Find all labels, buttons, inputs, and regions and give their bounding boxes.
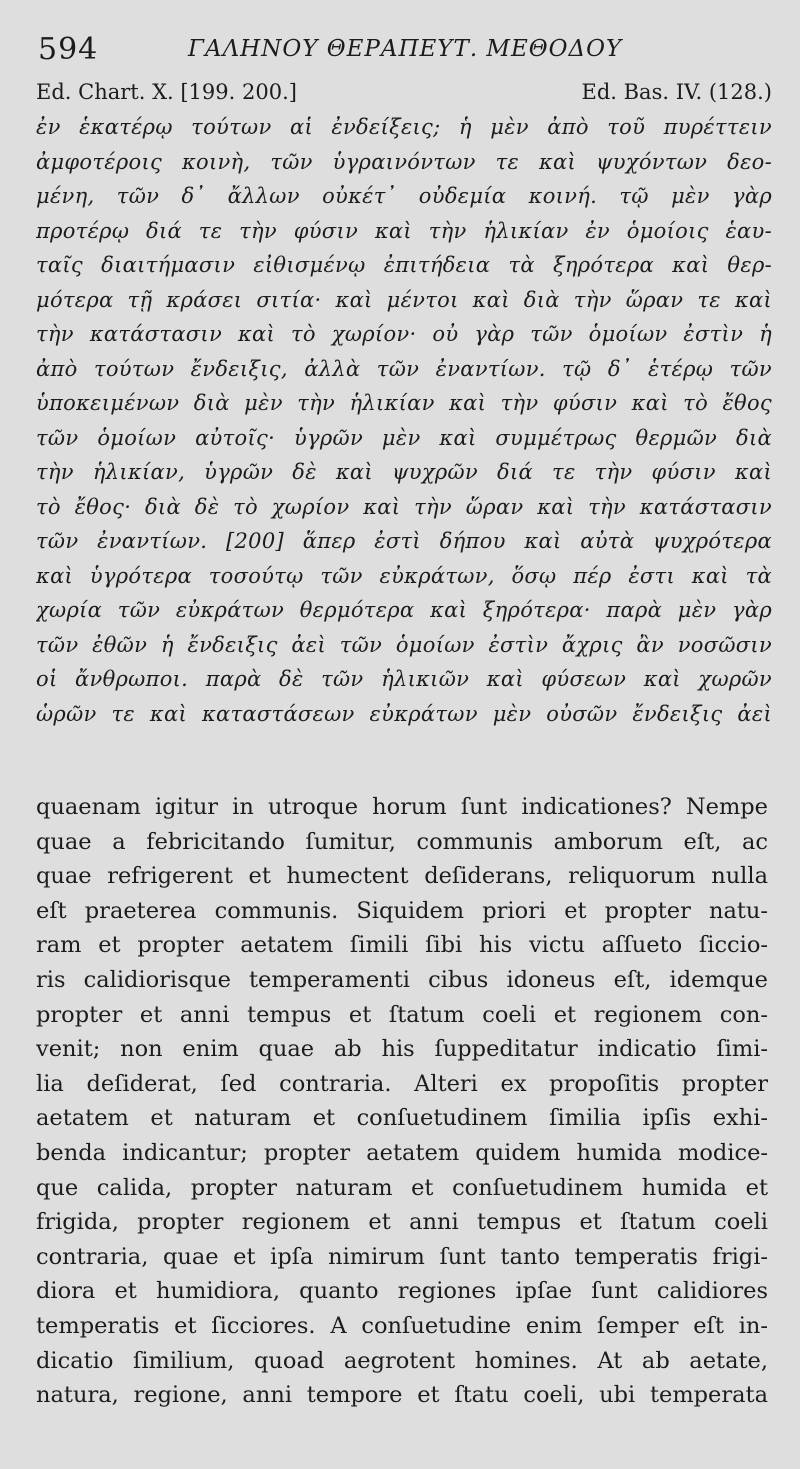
latin-text-line: lia deſiderat, ſed contraria. Alteri ex propoſitis propter xyxy=(36,1070,768,1097)
latin-text-line: que calida, propter naturam et conſuetudinem humida et xyxy=(36,1174,768,1201)
latin-text-line: quaenam igitur in utroque horum ſunt indicationes? Nempe xyxy=(36,794,768,820)
running-title: ΓΑΛΗΝΟΥ ΘΕΡΑΠΕΥΤ. ΜΕΘΟΔΟΥ xyxy=(188,36,623,62)
greek-text-line: ἀπὸ τούτων ἔνδειξις, ἀλλὰ τῶν ἐναντίων. τῷ δ᾽ ἑτέρῳ τῶν xyxy=(36,356,772,381)
greek-text-line: ἀμφοτέροις κοινὴ, τῶν ὑγραινόντων τε καὶ ψυχόντων δεο- xyxy=(36,149,772,174)
greek-text-line: ἐν ἑκατέρῳ τούτων αἱ ἐνδείξεις; ἡ μὲν ἀπὸ τοῦ πυρέττειν xyxy=(36,115,772,139)
greek-text-line: χωρία τῶν εὐκράτων θερμότερα καὶ ξηρότερα· παρὰ μὲν γὰρ xyxy=(36,598,772,622)
greek-text-line: ταῖς διαιτήμασιν εἰθισμένῳ ἐπιτήδεια τὰ ξηρότερα καὶ θερ- xyxy=(36,253,772,277)
latin-text-line: benda indicantur; propter aetatem quidem humida modice- xyxy=(36,1139,768,1166)
edition-chartier-ref: Ed. Chart. X. [199. 200.] xyxy=(36,80,297,104)
greek-text-block xyxy=(36,110,772,731)
greek-text-line: καὶ ὑγρότερα τοσούτῳ τῶν εὐκράτων, ὅσῳ πέρ ἐστι καὶ τὰ xyxy=(36,563,772,588)
latin-translation-block xyxy=(36,790,768,1413)
latin-text-line: diora et humidiora, quanto regiones ipſae ſunt calidiores xyxy=(36,1278,768,1305)
greek-text-line: τὴν κατάστασιν καὶ τὸ χωρίον· οὐ γὰρ τῶν ὁμοίων ἐστὶν ἡ xyxy=(36,322,772,346)
latin-text-line: eſt praeterea communis. Siquidem priori et propter natu- xyxy=(36,897,768,924)
latin-text-line: ram et propter aetatem ſimili ſibi his victu aſſueto ſiccio- xyxy=(36,932,768,959)
greek-text-line: ὡρῶν τε καὶ καταστάσεων εὐκράτων μὲν οὐσῶν ἔνδειξις ἀεὶ xyxy=(36,701,772,726)
greek-text-line: προτέρῳ διά τε τὴν φύσιν καὶ τὴν ἡλικίαν ἐν ὁμοίοις ἑαυ- xyxy=(36,218,772,243)
edition-basel-ref: Ed. Bas. IV. (128.) xyxy=(581,80,772,104)
latin-text-line: venit; non enim quae ab his ſuppeditatur indicatio ſimi- xyxy=(36,1036,768,1063)
latin-text-line: contraria, quae et ipſa nimirum ſunt tanto temperatis frigi- xyxy=(36,1243,768,1270)
latin-text-line: aetatem et naturam et conſuetudinem ſimilia ipſis exhi- xyxy=(36,1105,768,1132)
latin-text-line: dicatio ſimilium, quoad aegrotent homines. At ab aetate, xyxy=(36,1347,768,1374)
greek-text-line: μότερα τῇ κράσει σιτία· καὶ μέντοι καὶ διὰ τὴν ὥραν τε καὶ xyxy=(36,287,772,312)
greek-text-line: μένη, τῶν δ᾽ ἄλλων οὐκέτ᾽ οὐδεμία κοινή. τῷ μὲν γὰρ xyxy=(36,184,772,208)
latin-text-line: ris calidiorisque temperamenti cibus idoneus eſt, idemque xyxy=(36,966,768,993)
greek-text-line: τὸ ἔθος· διὰ δὲ τὸ χωρίον καὶ τὴν ὥραν καὶ τὴν κατάστασιν xyxy=(36,494,772,519)
latin-text-line: propter et anni tempus et ſtatum coeli et regionem con- xyxy=(36,1001,768,1028)
latin-text-line: quae a febricitando ſumitur, communis amborum eſt, ac xyxy=(36,828,768,855)
greek-text-line: τῶν ἐθῶν ἡ ἔνδειξις ἀεὶ τῶν ὁμοίων ἐστὶν ἄχρις ἂν νοσῶσιν xyxy=(36,632,772,657)
greek-text-line: οἱ ἄνθρωποι. παρὰ δὲ τῶν ἡλικιῶν καὶ φύσεων καὶ χωρῶν xyxy=(36,667,772,691)
edition-reference-line xyxy=(36,80,772,110)
latin-text-line: quae refrigerent et humectent deſiderans, reliquorum nulla xyxy=(36,863,768,890)
page-header xyxy=(32,30,772,70)
greek-text-line: ὑποκειμένων διὰ μὲν τὴν ἡλικίαν καὶ τὴν φύσιν καὶ τὸ ἔθος xyxy=(36,391,772,415)
greek-text-line: τῶν ὁμοίων αὐτοῖς· ὑγρῶν μὲν καὶ συμμέτρως θερμῶν διὰ xyxy=(36,425,772,450)
page-number: 594 xyxy=(38,32,99,67)
latin-text-line: natura, regione, anni tempore et ſtatu coeli, ubi temperata xyxy=(36,1382,768,1409)
latin-text-line: temperatis et ſicciores. A conſuetudine enim ſemper eſt in- xyxy=(36,1312,768,1339)
greek-text-line: τῶν ἐναντίων. [200] ἅπερ ἐστὶ δήπου καὶ αὐτὰ ψυχρότερα xyxy=(36,529,772,553)
greek-text-line: τὴν ἡλικίαν, ὑγρῶν δὲ καὶ ψυχρῶν διά τε τὴν φύσιν καὶ xyxy=(36,460,772,484)
latin-text-line: frigida, propter regionem et anni tempus et ſtatum coeli xyxy=(36,1209,768,1236)
